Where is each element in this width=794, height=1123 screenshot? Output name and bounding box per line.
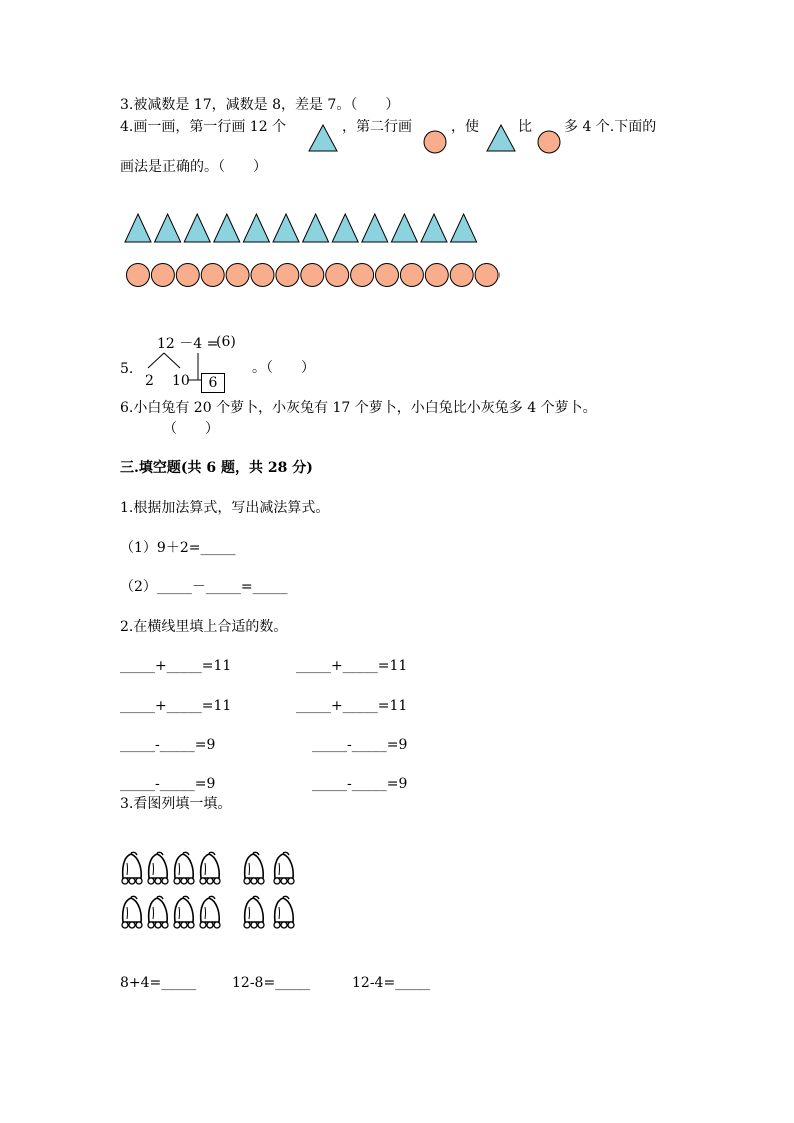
triangle-shape bbox=[391, 214, 417, 242]
s3-q2-row2-left: _____+_____=11 bbox=[120, 698, 232, 714]
circle-shape bbox=[475, 264, 498, 287]
s3-q2-row1-right: _____+_____=11 bbox=[296, 658, 408, 674]
circle-shape bbox=[351, 264, 374, 287]
bell-flower-icon bbox=[174, 896, 194, 928]
circle-shape bbox=[127, 264, 150, 287]
triangle-shape bbox=[332, 214, 358, 242]
triangle-shape bbox=[421, 214, 447, 242]
triangle-shape bbox=[184, 214, 210, 242]
s3-q3-eq2: 12-8=_____ bbox=[232, 975, 311, 991]
bell-flower-icon bbox=[148, 852, 168, 884]
circle-shape bbox=[425, 264, 448, 287]
s3-q1-prompt: 1.根据加法算式，写出减法算式。 bbox=[120, 500, 330, 516]
judge-q4-text-5: 多 4 个.下面的 bbox=[564, 119, 657, 135]
circle-icon bbox=[423, 130, 447, 154]
q5-tail: 。（ ） bbox=[252, 360, 315, 376]
judge-q3: 3.被减数是 17，减数是 8，差是 7。（ ） bbox=[120, 97, 400, 113]
triangle-icon bbox=[486, 124, 516, 152]
bell-flower-icon bbox=[274, 852, 294, 884]
s3-q2-row4-right: _____-_____=9 bbox=[312, 776, 408, 792]
s3-q2-row1-left: _____+_____=11 bbox=[120, 658, 232, 674]
triangle-shape bbox=[125, 214, 151, 242]
circle-shape bbox=[326, 264, 349, 287]
circle-shape bbox=[301, 264, 324, 287]
triangle-shape bbox=[303, 214, 329, 242]
triangle-icon bbox=[308, 124, 338, 152]
bell-flower-icon bbox=[200, 896, 220, 928]
bell-flower-icon bbox=[122, 896, 142, 928]
s3-q2-row3-right: _____-_____=9 bbox=[312, 737, 408, 753]
bell-flower-icon bbox=[122, 852, 142, 884]
bell-flower-icon bbox=[148, 896, 168, 928]
bell-flower-picture bbox=[118, 848, 308, 933]
judge-q4-text-4: 比 bbox=[518, 119, 532, 135]
q5-split-right: 10 bbox=[172, 373, 190, 389]
s3-q1-line1: （1）9＋2=_____ bbox=[120, 540, 236, 556]
s3-q2-prompt: 2.在横线里填上合适的数。 bbox=[120, 619, 288, 635]
judge-q4-line2: 画法是正确的。（ ） bbox=[120, 159, 267, 175]
q5-answer: (6) bbox=[216, 334, 236, 350]
q5-box: 6 bbox=[201, 373, 225, 393]
circle-shape bbox=[276, 264, 299, 287]
triangle-shape bbox=[273, 214, 299, 242]
circle-shape bbox=[201, 264, 224, 287]
circle-shape bbox=[450, 264, 473, 287]
q5-split-left: 2 bbox=[145, 373, 154, 389]
judge-q4-text-3: ，使 bbox=[451, 119, 479, 135]
judge-q6-line1: 6.小白兔有 20 个萝卜，小灰兔有 17 个萝卜，小白兔比小灰兔多 4 个萝卜。 bbox=[120, 400, 597, 416]
s3-q2-row4-left: _____-_____=9 bbox=[120, 776, 216, 792]
judge-q4-text-1: 4.画一画，第一行画 12 个 bbox=[120, 119, 287, 135]
q5-equation: 12 －4 = bbox=[157, 336, 219, 352]
circle-shape bbox=[400, 264, 423, 287]
circle-shape bbox=[151, 264, 174, 287]
bell-flower-icon bbox=[244, 852, 264, 884]
triangle-shape bbox=[362, 214, 388, 242]
section3-heading: 三.填空题(共 6 题，共 28 分) bbox=[120, 460, 313, 476]
triangle-shape bbox=[214, 214, 240, 242]
judge-q6-line2: （ ） bbox=[163, 421, 219, 437]
bell-flower-icon bbox=[274, 896, 294, 928]
s3-q3-prompt: 3.看图列填一填。 bbox=[120, 796, 232, 812]
circle-shape bbox=[376, 264, 399, 287]
bell-flower-icon bbox=[244, 896, 264, 928]
triangle-shape bbox=[243, 214, 269, 242]
s3-q3-eq3: 12-4=_____ bbox=[352, 975, 431, 991]
circle-shape bbox=[226, 264, 249, 287]
judge-q4-text-2: ，第二行画 bbox=[342, 119, 412, 135]
circle-shape bbox=[176, 264, 199, 287]
q4-figure bbox=[120, 212, 500, 292]
bell-flower-icon bbox=[200, 852, 220, 884]
triangle-shape bbox=[155, 214, 181, 242]
q5-number: 5. bbox=[120, 361, 134, 377]
s3-q2-row2-right: _____+_____=11 bbox=[296, 698, 408, 714]
circle-shape bbox=[251, 264, 274, 287]
s3-q3-eq1: 8+4=_____ bbox=[120, 975, 197, 991]
s3-q1-line2: （2）_____－_____=_____ bbox=[120, 579, 288, 595]
triangle-shape bbox=[451, 214, 477, 242]
s3-q2-row3-left: _____-_____=9 bbox=[120, 737, 216, 753]
bell-flower-icon bbox=[174, 852, 194, 884]
circle-icon bbox=[537, 130, 561, 154]
